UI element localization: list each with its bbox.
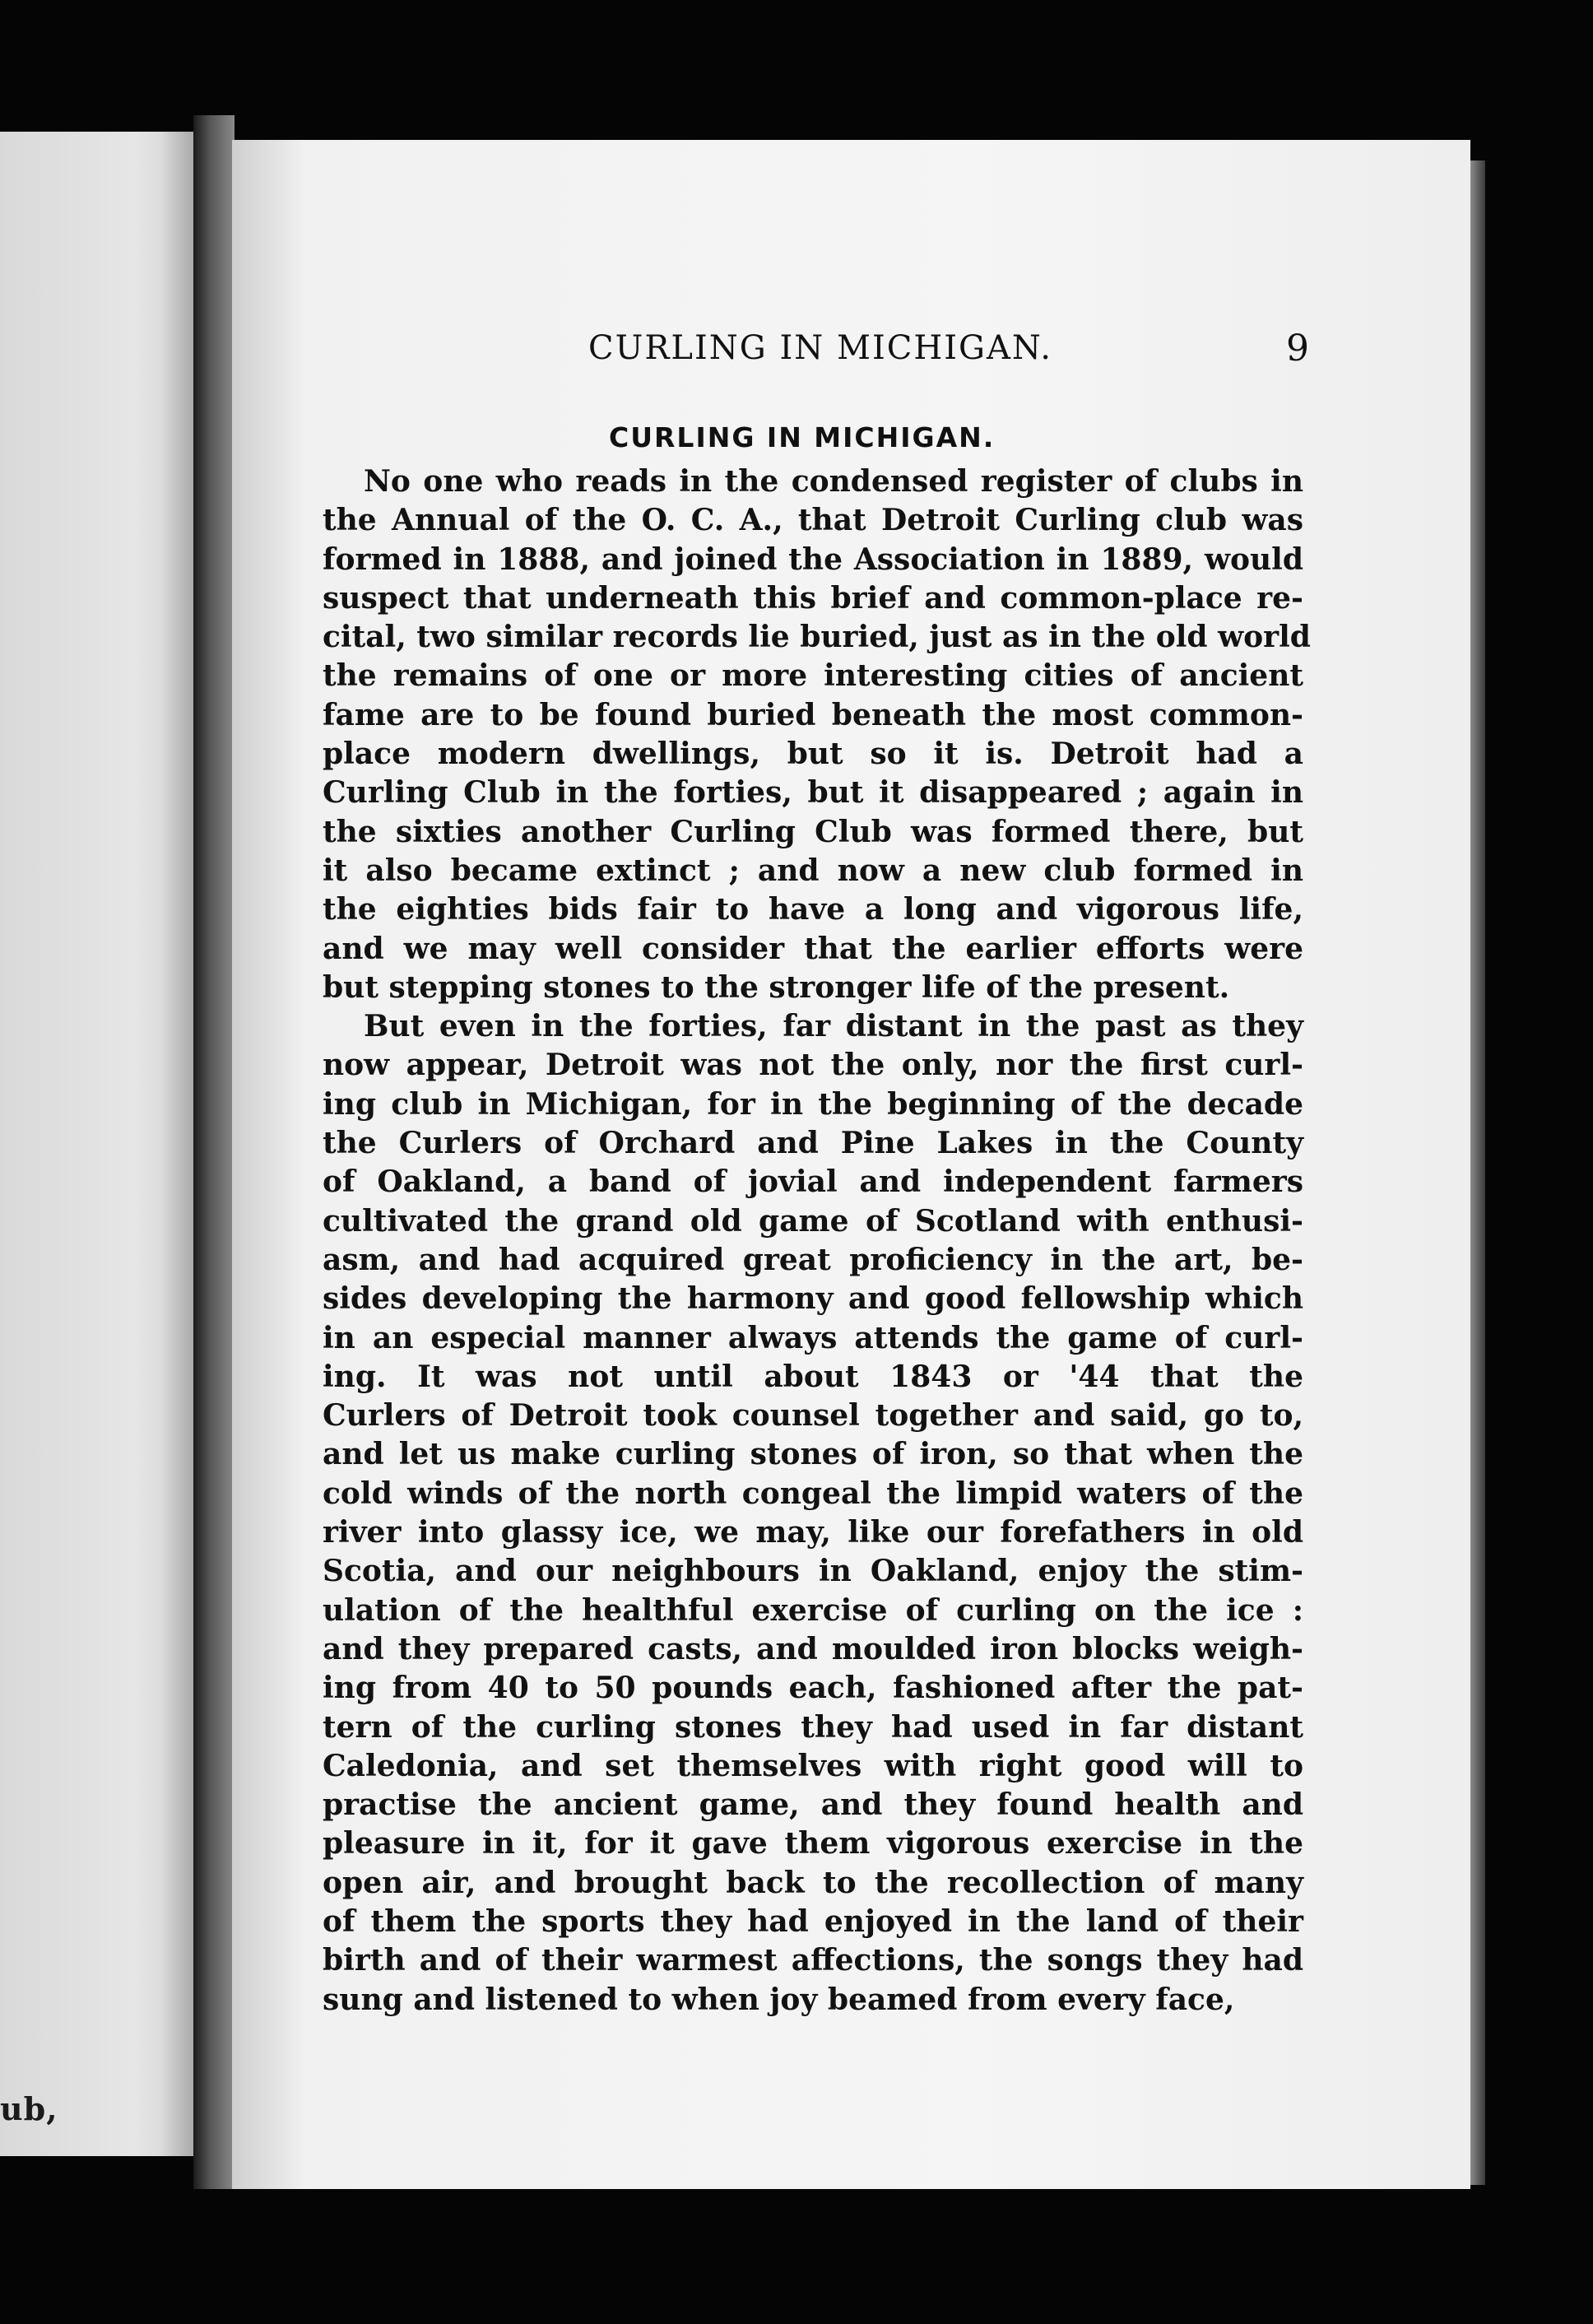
body-text: [323, 462, 1311, 2020]
text-line: Caledonia, and set themselves with right good will to: [323, 1748, 1303, 1783]
text-line: cold winds of the north congeal the limpid waters of the: [323, 1476, 1303, 1511]
text-line: cital, two similar records lie buried, just as in the old world: [323, 620, 1311, 655]
text-line: Curling Club in the forties, but it disappeared ; again in: [323, 775, 1303, 811]
text-line: No one who reads in the condensed register of clubs in: [364, 464, 1303, 499]
text-line: sides developing the harmony and good fellowship which: [323, 1281, 1303, 1317]
paragraph: [323, 462, 1311, 1007]
text-line: asm, and had acquired great proficiency in the art, be-: [323, 1242, 1303, 1277]
paragraph: [323, 1007, 1303, 2020]
text-line: But even in the forties, far distant in the past as they: [364, 1009, 1303, 1044]
text-line: fame are to be found buried beneath the most common-: [323, 697, 1303, 732]
text-line: practise the ancient game, and they found health and: [323, 1787, 1303, 1823]
text-line: formed in 1888, and joined the Association in 1889, would: [323, 541, 1303, 577]
text-line: tern of the curling stones they had used in far distant: [323, 1709, 1303, 1745]
left-page-gutter-shadow: [160, 132, 193, 2156]
left-page-text-fragment: ub,: [0, 2090, 58, 2127]
left-page: [0, 132, 193, 2156]
text-line: of them the sports they had enjoyed in the land of their: [323, 1903, 1303, 1939]
text-line: ing from 40 to 50 pounds each, fashioned after the pat-: [323, 1671, 1303, 1706]
book-spine: [193, 115, 235, 2189]
text-line: open air, and brought back to the recollection of many: [323, 1865, 1303, 1900]
page-number: 9: [1286, 328, 1309, 370]
text-line: birth and of their warmest affections, the songs they had: [323, 1943, 1303, 1978]
text-line: ing. It was not until about 1843 or '44 that the: [323, 1359, 1303, 1394]
page-edge: [1470, 160, 1485, 2185]
text-line: and we may well consider that the earlier efforts were: [323, 931, 1303, 966]
running-head: CURLING IN MICHIGAN.: [588, 329, 1053, 367]
text-line: ing club in Michigan, for in the beginning of the decade: [323, 1086, 1303, 1122]
text-line: cultivated the grand old game of Scotland with enthusi-: [323, 1203, 1303, 1239]
text-line: Scotia, and our neighbours in Oakland, enjoy the stim-: [323, 1554, 1303, 1589]
text-line: the Curlers of Orchard and Pine Lakes in the County: [323, 1126, 1303, 1161]
text-line: suspect that underneath this brief and common-place re-: [323, 580, 1303, 616]
text-line: river into glassy ice, we may, like our forefathers in old: [323, 1515, 1303, 1550]
text-line: place modern dwellings, but so it is. Detroit had a: [323, 737, 1303, 772]
text-line: but stepping stones to the stronger life of the present.: [323, 969, 1230, 1005]
text-line: pleasure in it, for it gave them vigorous exercise in the: [323, 1826, 1303, 1862]
text-line: sung and listened to when joy beamed from every face,: [323, 1982, 1235, 2017]
article-title: CURLING IN MICHIGAN.: [609, 421, 996, 453]
text-line: and they prepared casts, and moulded iron blocks weigh-: [323, 1631, 1303, 1666]
text-line: the remains of one or more interesting cities of ancient: [323, 658, 1303, 694]
text-line: in an especial manner always attends the game of curl-: [323, 1320, 1303, 1355]
text-line: Curlers of Detroit took counsel together and said, go to,: [323, 1398, 1303, 1434]
text-line: and let us make curling stones of iron, so that when the: [323, 1437, 1303, 1472]
text-line: the eighties bids fair to have a long and vigorous life,: [323, 892, 1303, 927]
text-line: now appear, Detroit was not the only, nor the first curl-: [323, 1048, 1303, 1083]
text-line: of Oakland, a band of jovial and independent farmers: [323, 1164, 1303, 1200]
text-line: it also became extinct ; and now a new club formed in: [323, 853, 1303, 888]
text-line: the Annual of the O. C. A., that Detroit Curling club was: [323, 503, 1303, 538]
text-line: ulation of the healthful exercise of curling on the ice :: [323, 1592, 1303, 1628]
text-line: the sixties another Curling Club was formed there, but: [323, 814, 1303, 849]
